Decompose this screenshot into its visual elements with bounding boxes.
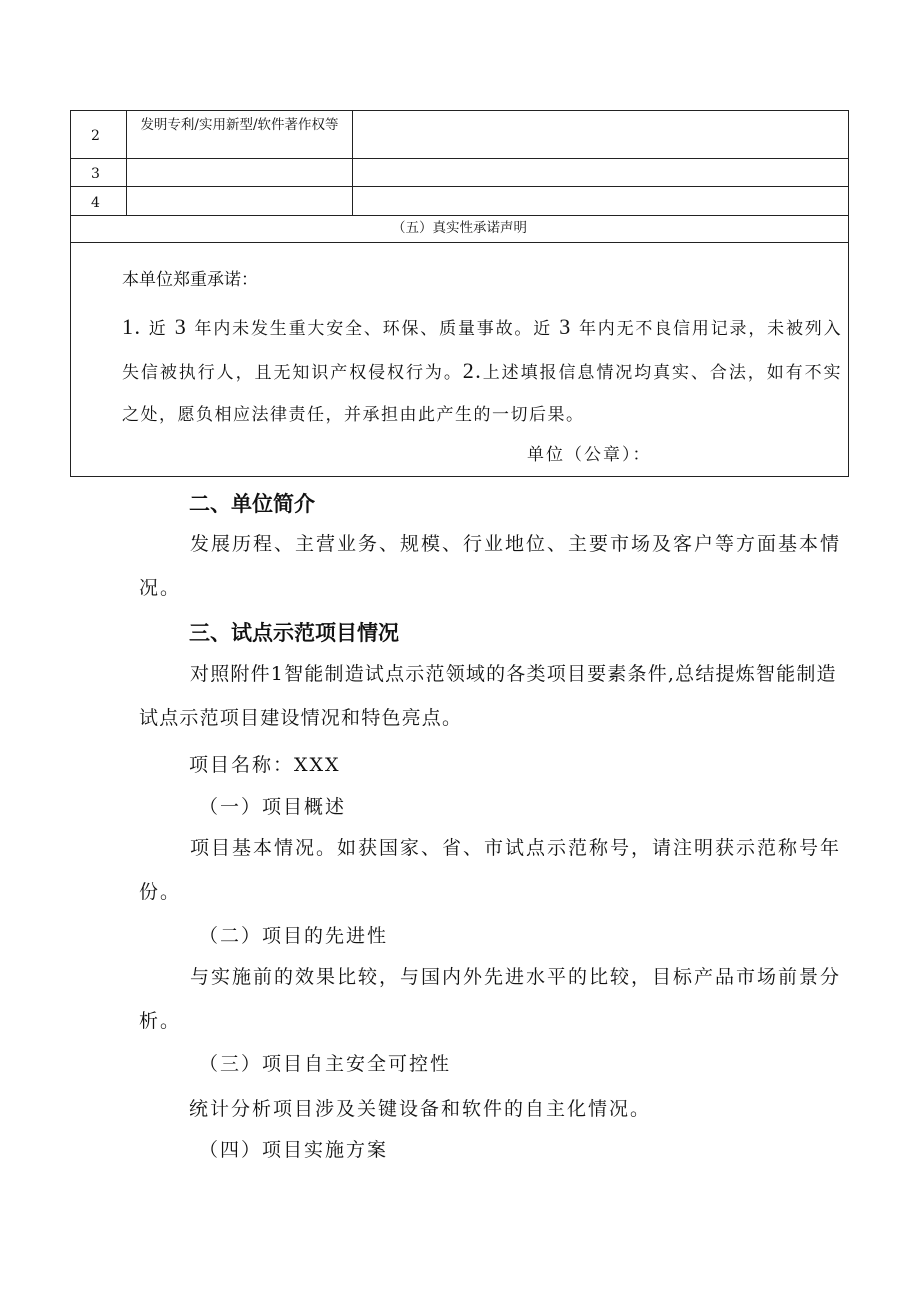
subsection-1-title: （一）项目概述: [199, 796, 347, 818]
item2-text: 上述填报信息情况均真实、合法，如有不实之处，愿负相应法律责任，并承担由此产生的一切后果。: [122, 363, 843, 425]
section-2-body: 发展历程、主营业务、规模、行业地位、主要市场及客户等方面基本情况。: [139, 533, 842, 599]
item1-number-3b: 3: [559, 314, 572, 339]
row-value-cell: [353, 187, 848, 215]
subsection-2-title: （二）项目的先进性: [199, 925, 389, 947]
section-3-title: 三、试点示范项目情况: [189, 621, 399, 645]
section-3-body: 对照附件1智能制造试点示范领域的各类项目要素条件,总结提炼智能制造试点示范项目建设情况和特色亮点。: [139, 663, 837, 729]
table-row: [71, 187, 848, 216]
row-number-cell: [71, 187, 127, 215]
subsection-1-body: 项目基本情况。如获国家、省、市试点示范称号，请注明获示范称号年份。: [139, 837, 842, 903]
row-value-cell: [353, 159, 848, 186]
seal-label: 单位（公章）：: [527, 445, 652, 465]
item1-text-b: 年内未发生重大安全、环保、质量事故。近: [194, 319, 553, 339]
section-header-row: （五）真实性承诺声明: [71, 216, 848, 243]
item1-number: 1.: [122, 314, 142, 339]
row-name-cell: [127, 111, 353, 158]
section-2-title: 二、单位简介: [189, 492, 315, 516]
declaration-body: [122, 306, 842, 436]
row-number-cell: [71, 159, 127, 186]
project-name: 项目名称：XXX: [189, 754, 341, 776]
item1-text-a: 近: [148, 319, 168, 339]
subsection-3-title: （三）项目自主安全可控性: [199, 1053, 452, 1075]
item1-text-c: 年内无不良信用记录，未被列入失信被执行人，且无知识产权侵权行为。: [122, 319, 843, 383]
info-table: [70, 110, 849, 477]
row-number-cell: [71, 111, 127, 158]
row-name-cell: [127, 159, 353, 186]
subsection-2-body: 与实施前的效果比较，与国内外先进水平的比较，目标产品市场前景分析。: [139, 966, 842, 1032]
row-number: 3: [91, 166, 100, 182]
declaration-intro: 本单位郑重承诺：: [122, 270, 258, 290]
item1-number-3a: 3: [174, 314, 188, 339]
row-number: 2: [91, 128, 100, 144]
subsection-4-title: （四）项目实施方案: [199, 1139, 389, 1161]
row-name-cell: [127, 187, 353, 215]
row-name: 发明专利/实用新型/软件著作权等: [140, 117, 339, 133]
item2-number: 2.: [462, 358, 483, 383]
row-value-cell: [353, 111, 848, 158]
row-number: 4: [91, 195, 100, 211]
table-row: [71, 159, 848, 187]
declaration-cell: [71, 243, 848, 476]
subsection-3-body: 统计分析项目涉及关键设备和软件的自主化情况。: [189, 1098, 652, 1120]
table-row: [71, 111, 848, 159]
